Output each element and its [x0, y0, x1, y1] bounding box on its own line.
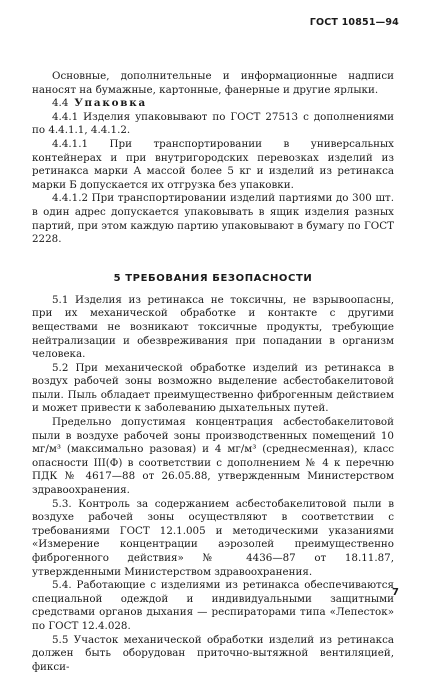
- paragraph-5-4: 5.4. Работающие с изделиями из ретинакса обеспечиваются специальной одеждой и индивидуальными защитными средствами органов дыхания — респираторами типа «Лепесток» по ГОСТ 12.4.028.: [32, 579, 394, 632]
- section-title-safety: 5 ТРЕБОВАНИЯ БЕЗОПАСНОСТИ: [113, 272, 313, 284]
- paragraph-5-2: 5.2 При механической обработке изделий из ретинакса в воздух рабочей зоны возможно выделение асбестобакелитовой пыли. Пыль обладает преимущественно фиброгенным действием и может привести к заболеванию дыхательных путей.: [32, 361, 394, 415]
- paragraph-4-4-1-2: 4.4.1.2 При транспортировании изделий партиями до 300 шт. в один адрес допускается упаковывать в ящик изделия разных партий, при этом каждую партию упаковывают в бумагу по ГОСТ 2228.: [32, 192, 394, 246]
- paragraph-mac: Предельно допустимая концентрация асбестобакелитовой пыли в воздухе рабочей зоны производственных помещений 10 мг/м³ (максимально разовая) и 4 мг/м³ (среднесменная), класс опасности III(Ф) в соответствии с дополнением № 4 к перечню ПДК № 4617—88 от 26.05.88, утвержденным Министерством здравоохранения.: [32, 416, 394, 497]
- paragraph-4-4-1-1: 4.4.1.1 При транспортировании в универсальных контейнерах и при внутригородских перевозках изделий из ретинакса марки А массой более 5 кг и изделий из ретинакса марки Б допускается их отгрузка без упаковки.: [32, 137, 394, 191]
- paragraph-4-4-1: 4.4.1 Изделия упаковывают по ГОСТ 27513 с дополнениями по 4.4.1.1, 4.4.1.2.: [32, 110, 394, 137]
- page-content: [32, 70, 394, 674]
- paragraph-5-1: 5.1 Изделия из ретинакса не токсичны, не взрывоопасны, при их механической обработке и контакте с другими веществами не возникают токсичные продукты, требующие нейтрализации и обезвреживания при попадании в организм человека.: [32, 293, 394, 361]
- paragraph-labels: Основные, дополнительные и информационные надписи наносят на бумажные, картонные, фанерные и другие ярлыки.: [32, 70, 394, 96]
- subsection-title: Упаковка: [74, 97, 147, 110]
- paragraph-5-5: 5.5 Участок механической обработки изделий из ретинакса должен быть оборудован приточно-вытяжной вентиляцией, фикси-: [32, 633, 394, 673]
- paragraph-5-3: 5.3. Контроль за содержанием асбестобакелитовой пыли в воздухе рабочей зоны осуществляют в соответствии с требованиями ГОСТ 12.1.005 и методическими указаниями «Измерение концентрации аэрозолей преимущественно фиброгенного действия» № 4436—87 от 18.11.87, утвержденными Министерством здравоохранения.: [32, 497, 394, 578]
- standard-header: ГОСТ 10851—94: [309, 17, 399, 28]
- page-number: 7: [392, 587, 399, 598]
- subsection-number: 4.4: [52, 97, 69, 110]
- subsection-heading-packaging: [32, 97, 394, 111]
